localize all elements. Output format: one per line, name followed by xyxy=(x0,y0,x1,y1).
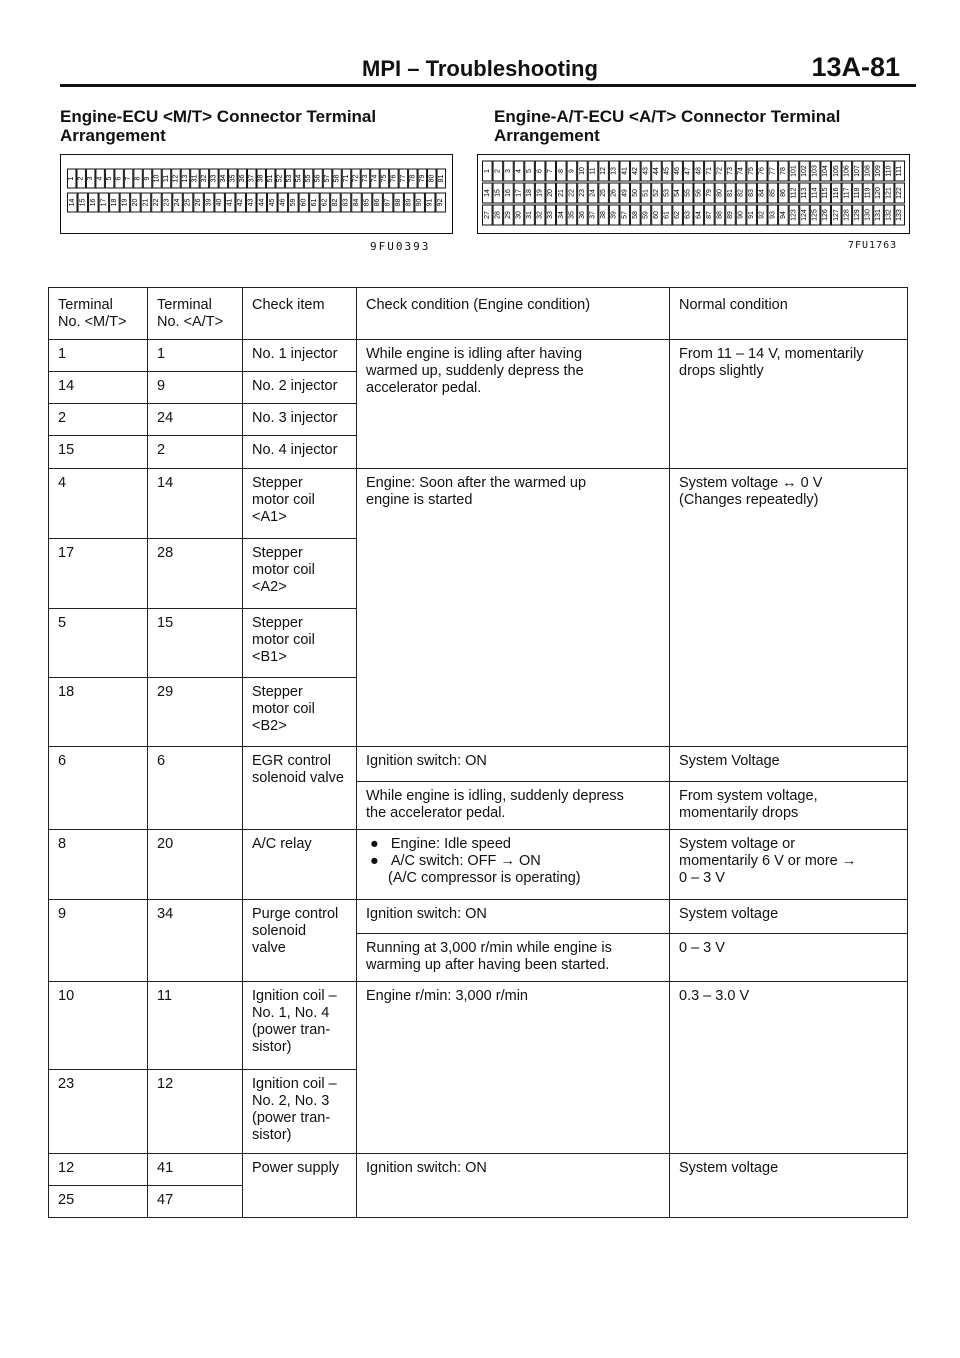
mt-pin-label: 32 xyxy=(200,174,208,183)
at-pin-label: 119 xyxy=(864,187,872,199)
at-pin-label: 14 xyxy=(483,189,491,197)
at-pin-label: 21 xyxy=(557,189,565,197)
at-pin-label: 54 xyxy=(674,189,682,197)
at-pin-label: 49 xyxy=(621,189,629,197)
at-pin-label: 59 xyxy=(642,211,650,219)
cell-mt: 25 xyxy=(49,1186,148,1218)
at-pin-label: 3 xyxy=(504,169,512,173)
mt-pin-label: 61 xyxy=(310,198,318,207)
mt-pin-label: 2 xyxy=(77,176,85,181)
table-row xyxy=(49,747,908,782)
cell-item: No. 2 injector xyxy=(243,372,357,404)
at-pin-label: 89 xyxy=(727,211,735,219)
at-pin-label: 35 xyxy=(568,211,576,219)
at-pin-label: 74 xyxy=(737,167,745,175)
at-pin-label: 45 xyxy=(663,167,671,175)
at-pin-label: 46 xyxy=(674,167,682,175)
at-pin-label: 44 xyxy=(652,167,660,175)
cell-mt: 6 xyxy=(49,747,148,830)
cell-at: 34 xyxy=(148,900,243,982)
cell-at: 41 xyxy=(148,1154,243,1186)
at-pin-label: 8 xyxy=(557,169,565,173)
at-title-line1: Engine-A/T-ECU <A/T> Connector Terminal xyxy=(494,107,841,126)
at-pin-label: 83 xyxy=(748,189,756,197)
mt-pin-label: 38 xyxy=(257,174,265,183)
cell-at: 1 xyxy=(148,340,243,372)
at-pin-label: 109 xyxy=(875,165,883,177)
at-pin-label: 23 xyxy=(578,189,586,197)
mt-pin-label: 88 xyxy=(395,198,403,207)
at-pin-label: 15 xyxy=(494,189,502,197)
bullet-icon: ● xyxy=(370,853,379,869)
at-pin-label: 51 xyxy=(642,189,650,197)
cell-at: 28 xyxy=(148,539,243,609)
mt-pin-label: 44 xyxy=(258,198,266,207)
at-pin-label: 117 xyxy=(843,187,851,199)
cell-item: Stepper motor coil <A2> xyxy=(243,539,357,609)
cell-condition: ● Engine: Idle speed ● A/C switch: OFF → ON (A/C compressor is operating) xyxy=(357,830,670,900)
mt-pin-label: 87 xyxy=(384,198,392,207)
at-pin-label: 76 xyxy=(758,167,766,175)
mt-pin-label: 10 xyxy=(153,174,161,183)
at-pin-label: 132 xyxy=(885,209,893,221)
at-pin-label: 103 xyxy=(811,165,819,177)
cell-at: 20 xyxy=(148,830,243,900)
mt-pin-label: 42 xyxy=(237,198,245,207)
at-pin-label: 72 xyxy=(716,167,724,175)
mt-pin-label: 55 xyxy=(305,174,313,183)
mt-pin-label: 23 xyxy=(163,198,171,207)
mt-pin-label: 31 xyxy=(191,174,199,183)
at-pin-label: 115 xyxy=(822,187,830,199)
cell-item: Power supply xyxy=(243,1154,357,1218)
table-row xyxy=(49,982,908,1070)
at-pin-label: 92 xyxy=(758,211,766,219)
at-pin-label: 34 xyxy=(557,211,565,219)
at-pin-label: 63 xyxy=(684,211,692,219)
cell-at: 15 xyxy=(148,609,243,678)
table-row xyxy=(49,340,908,372)
at-pin-label: 124 xyxy=(801,209,809,221)
mt-pin-label: 24 xyxy=(174,198,182,207)
mt-pin-label: 81 xyxy=(437,174,445,183)
mt-pin-label: 71 xyxy=(343,174,351,183)
cell-item: EGR control solenoid valve xyxy=(243,747,357,830)
at-pin-label: 126 xyxy=(822,209,830,221)
at-figure-code: 7FU1763 xyxy=(848,240,898,251)
cell-at: 24 xyxy=(148,404,243,436)
at-pin-label: 125 xyxy=(811,209,819,221)
at-pin-label: 91 xyxy=(748,211,756,219)
at-pin-label: 129 xyxy=(853,209,861,221)
at-pin-label: 123 xyxy=(790,209,798,221)
mt-pin-label: 25 xyxy=(184,198,192,207)
table-row xyxy=(49,900,908,934)
cell-normal: System Voltage xyxy=(670,747,908,782)
mt-pin-label: 6 xyxy=(115,176,123,181)
table-header-row xyxy=(49,288,908,340)
cell-item: Stepper motor coil <B1> xyxy=(243,609,357,678)
mt-pin-label: 80 xyxy=(428,174,436,183)
mt-pin-label: 73 xyxy=(361,174,369,183)
mt-pin-label: 26 xyxy=(195,198,203,207)
cell-at: 29 xyxy=(148,678,243,747)
mt-pin-label: 9 xyxy=(144,176,152,181)
mt-pin-label: 8 xyxy=(134,176,142,181)
at-pin-label: 75 xyxy=(748,167,756,175)
mt-pin-label: 53 xyxy=(286,174,294,183)
at-pin-label: 77 xyxy=(769,167,777,175)
mt-pin-label: 14 xyxy=(68,198,76,207)
at-pin-label: 19 xyxy=(536,189,544,197)
mt-pin-label: 17 xyxy=(100,198,108,207)
at-pin-label: 120 xyxy=(875,187,883,199)
cell-condition: Running at 3,000 r/min while engine is warming up after having been started. xyxy=(357,934,670,982)
terminal-check-table xyxy=(48,287,908,1218)
cell-mt: 17 xyxy=(49,539,148,609)
at-pin-label: 64 xyxy=(695,211,703,219)
at-pin-label: 10 xyxy=(578,167,586,175)
cell-mt: 1 xyxy=(49,340,148,372)
mt-pin-label: 11 xyxy=(162,174,170,183)
at-pin-label: 57 xyxy=(621,211,629,219)
cell-at: 14 xyxy=(148,469,243,539)
at-pin-label: 7 xyxy=(547,169,555,173)
cell-at: 2 xyxy=(148,436,243,469)
cell-item: No. 4 injector xyxy=(243,436,357,469)
at-pin-label: 37 xyxy=(589,211,597,219)
cell-normal: System voltage xyxy=(670,1154,908,1218)
cell-item: No. 1 injector xyxy=(243,340,357,372)
cell-at: 9 xyxy=(148,372,243,404)
mt-title-line1: Engine-ECU <M/T> Connector Terminal xyxy=(60,107,377,126)
at-pin-label: 84 xyxy=(758,189,766,197)
at-pin-label: 105 xyxy=(832,165,840,177)
mt-pin-label: 74 xyxy=(371,174,379,183)
at-pin-label: 127 xyxy=(832,209,840,221)
cell-condition: Ignition switch: ON xyxy=(357,747,670,782)
mt-pin-label: 33 xyxy=(210,174,218,183)
at-pin-label: 29 xyxy=(504,211,512,219)
at-pin-label: 55 xyxy=(684,189,692,197)
cell-at: 47 xyxy=(148,1186,243,1218)
at-pin-label: 4 xyxy=(515,169,523,173)
page-title: MPI – Troubleshooting xyxy=(362,56,598,81)
at-title-line2: Arrangement xyxy=(494,126,600,145)
at-pin-label: 82 xyxy=(737,189,745,197)
cell-item: Ignition coil – No. 2, No. 3 (power tran- sistor) xyxy=(243,1070,357,1154)
mt-pin-label: 22 xyxy=(152,198,160,207)
cell-normal: From 11 – 14 V, momentarily drops slightly xyxy=(670,340,908,469)
mt-pin-label: 45 xyxy=(268,198,276,207)
mt-pin-label: 58 xyxy=(333,174,341,183)
at-pin-label: 73 xyxy=(727,167,735,175)
table-row xyxy=(49,830,908,900)
at-pin-label: 22 xyxy=(568,189,576,197)
at-pin-label: 80 xyxy=(716,189,724,197)
cell-item: Purge control solenoid valve xyxy=(243,900,357,982)
at-pin-label: 47 xyxy=(684,167,692,175)
mt-pin-label: 13 xyxy=(181,174,189,183)
cell-item: No. 3 injector xyxy=(243,404,357,436)
at-pin-label: 36 xyxy=(578,211,586,219)
at-pin-label: 42 xyxy=(631,167,639,175)
mt-pin-label: 56 xyxy=(314,174,322,183)
at-pin-label: 86 xyxy=(779,189,787,197)
at-pin-label: 43 xyxy=(642,167,650,175)
mt-pin-label: 85 xyxy=(363,198,371,207)
mt-pin-label: 89 xyxy=(405,198,413,207)
mt-pin-label: 5 xyxy=(106,176,114,181)
at-pin-label: 93 xyxy=(769,211,777,219)
at-pin-label: 78 xyxy=(779,167,787,175)
at-pin-label: 17 xyxy=(515,189,523,197)
header-check-condition: Check condition (Engine condition) xyxy=(357,288,670,340)
cell-at: 6 xyxy=(148,747,243,830)
at-pin-label: 53 xyxy=(663,189,671,197)
cell-normal: 0.3 – 3.0 V xyxy=(670,982,908,1154)
at-pin-label: 27 xyxy=(483,211,491,219)
mt-pin-label: 46 xyxy=(279,198,287,207)
header-terminal-mt: Terminal No. <M/T> xyxy=(49,288,148,340)
mt-pin-label: 37 xyxy=(248,174,256,183)
at-pin-label: 9 xyxy=(568,169,576,173)
at-pin-label: 5 xyxy=(526,169,534,173)
at-pin-label: 20 xyxy=(547,189,555,197)
mt-pin-label: 36 xyxy=(238,174,246,183)
mt-pin-label: 1 xyxy=(68,176,76,181)
mt-pin-label: 72 xyxy=(352,174,360,183)
at-pin-label: 71 xyxy=(705,167,713,175)
at-pin-label: 61 xyxy=(663,211,671,219)
cell-mt: 10 xyxy=(49,982,148,1070)
at-pin-label: 116 xyxy=(832,187,840,199)
at-pin-label: 85 xyxy=(769,189,777,197)
mt-pin-label: 54 xyxy=(295,174,303,183)
header-rule xyxy=(60,84,916,87)
cell-at: 12 xyxy=(148,1070,243,1154)
at-pin-label: 48 xyxy=(695,167,703,175)
mt-pin-label: 20 xyxy=(131,198,139,207)
at-pin-label: 11 xyxy=(589,167,597,175)
at-pin-label: 62 xyxy=(674,211,682,219)
mt-figure-code: 9FU0393 xyxy=(370,240,431,253)
mt-connector-svg xyxy=(61,155,452,233)
cell-mt: 2 xyxy=(49,404,148,436)
at-pin-label: 18 xyxy=(526,189,534,197)
mt-pin-label: 91 xyxy=(426,198,434,207)
at-pin-label: 133 xyxy=(896,209,904,221)
at-section-title xyxy=(494,107,914,145)
mt-pin-label: 16 xyxy=(89,198,97,207)
cell-mt: 12 xyxy=(49,1154,148,1186)
page-number: 13A-81 xyxy=(811,52,900,82)
header-normal-condition: Normal condition xyxy=(670,288,908,340)
table-row xyxy=(49,1154,908,1186)
at-pin-label: 107 xyxy=(853,165,861,177)
mt-pin-label: 18 xyxy=(110,198,118,207)
at-pin-label: 108 xyxy=(864,165,872,177)
at-pin-label: 122 xyxy=(896,187,904,199)
cell-mt: 8 xyxy=(49,830,148,900)
at-pin-label: 6 xyxy=(536,169,544,173)
mt-pin-label: 12 xyxy=(172,174,180,183)
at-pin-label: 88 xyxy=(716,211,724,219)
at-pin-label: 2 xyxy=(494,169,502,173)
at-pin-label: 81 xyxy=(727,189,735,197)
at-pin-label: 121 xyxy=(885,187,893,199)
mt-pin-label: 92 xyxy=(437,198,445,207)
mt-connector-diagram xyxy=(60,154,453,234)
at-pin-label: 33 xyxy=(547,211,555,219)
cell-item: Stepper motor coil <B2> xyxy=(243,678,357,747)
header-terminal-at: Terminal No. <A/T> xyxy=(148,288,243,340)
at-pin-label: 32 xyxy=(536,211,544,219)
mt-pin-label: 59 xyxy=(289,198,297,207)
mt-pin-label: 76 xyxy=(390,174,398,183)
mt-pin-label: 4 xyxy=(96,176,104,181)
at-pin-label: 24 xyxy=(589,189,597,197)
at-pin-label: 39 xyxy=(610,211,618,219)
header-check-item: Check item xyxy=(243,288,357,340)
at-connector-diagram xyxy=(477,154,910,234)
at-pin-label: 1 xyxy=(483,169,491,173)
cell-condition: Ignition switch: ON xyxy=(357,900,670,934)
cell-condition: Engine r/min: 3,000 r/min xyxy=(357,982,670,1154)
at-pin-label: 58 xyxy=(631,211,639,219)
at-pin-label: 30 xyxy=(515,211,523,219)
cell-item: Ignition coil – No. 1, No. 4 (power tran- sistor) xyxy=(243,982,357,1070)
at-pin-label: 41 xyxy=(621,167,629,175)
at-pin-label: 87 xyxy=(705,211,713,219)
cell-normal: System voltage xyxy=(670,900,908,934)
at-pin-label: 12 xyxy=(600,167,608,175)
cell-mt: 23 xyxy=(49,1070,148,1154)
at-pin-label: 28 xyxy=(494,211,502,219)
at-pin-label: 104 xyxy=(822,165,830,177)
cell-condition: Ignition switch: ON xyxy=(357,1154,670,1218)
cell-mt: 9 xyxy=(49,900,148,982)
cell-normal: System voltage or momentarily 6 V or more → 0 – 3 V xyxy=(670,830,908,900)
mt-pin-label: 75 xyxy=(380,174,388,183)
bullet-icon: ● xyxy=(370,836,379,852)
mt-pin-label: 52 xyxy=(276,174,284,183)
at-pin-label: 56 xyxy=(695,189,703,197)
at-pin-label: 38 xyxy=(600,211,608,219)
mt-section-title xyxy=(60,107,440,145)
at-pin-label: 90 xyxy=(737,211,745,219)
cell-item: Stepper motor coil <A1> xyxy=(243,469,357,539)
at-pin-label: 16 xyxy=(504,189,512,197)
at-pin-label: 106 xyxy=(843,165,851,177)
mt-pin-label: 21 xyxy=(142,198,150,207)
at-pin-label: 128 xyxy=(843,209,851,221)
at-pin-label: 79 xyxy=(705,189,713,197)
at-pin-label: 114 xyxy=(811,187,819,199)
mt-pin-label: 19 xyxy=(121,198,129,207)
mt-pin-label: 79 xyxy=(418,174,426,183)
at-pin-label: 112 xyxy=(790,187,798,199)
cell-mt: 5 xyxy=(49,609,148,678)
mt-pin-label: 82 xyxy=(331,198,339,207)
mt-pin-label: 84 xyxy=(353,198,361,207)
at-pin-label: 130 xyxy=(864,209,872,221)
at-pin-label: 60 xyxy=(652,211,660,219)
at-pin-label: 13 xyxy=(610,167,618,175)
cell-normal: 0 – 3 V xyxy=(670,934,908,982)
at-pin-label: 31 xyxy=(526,211,534,219)
mt-pin-label: 39 xyxy=(205,198,213,207)
mt-pin-label: 57 xyxy=(324,174,332,183)
mt-title-line2: Arrangement xyxy=(60,126,166,145)
cell-mt: 4 xyxy=(49,469,148,539)
table-row xyxy=(49,469,908,539)
cell-condition: While engine is idling after having warmed up, suddenly depress the accelerator pedal. xyxy=(357,340,670,469)
at-pin-label: 118 xyxy=(853,187,861,199)
mt-pin-label: 78 xyxy=(409,174,417,183)
mt-pin-label: 15 xyxy=(79,198,87,207)
mt-pin-label: 62 xyxy=(321,198,329,207)
mt-pin-label: 43 xyxy=(247,198,255,207)
cell-normal: System voltage ↔ 0 V (Changes repeatedly) xyxy=(670,469,908,747)
mt-pin-label: 86 xyxy=(374,198,382,207)
at-pin-label: 26 xyxy=(610,189,618,197)
mt-pin-label: 90 xyxy=(416,198,424,207)
at-pin-label: 52 xyxy=(652,189,660,197)
at-pin-label: 111 xyxy=(896,165,904,177)
cell-condition: While engine is idling, suddenly depress the accelerator pedal. xyxy=(357,782,670,830)
at-connector-svg xyxy=(478,155,909,233)
cell-mt: 14 xyxy=(49,372,148,404)
at-pin-label: 110 xyxy=(885,165,893,177)
mt-pin-label: 35 xyxy=(229,174,237,183)
cell-at: 11 xyxy=(148,982,243,1070)
cell-mt: 15 xyxy=(49,436,148,469)
mt-pin-label: 51 xyxy=(267,174,275,183)
mt-pin-label: 41 xyxy=(226,198,234,207)
cell-item: A/C relay xyxy=(243,830,357,900)
at-pin-label: 101 xyxy=(790,165,798,177)
mt-pin-label: 83 xyxy=(342,198,350,207)
cell-condition: Engine: Soon after the warmed up engine is started xyxy=(357,469,670,747)
at-pin-label: 131 xyxy=(875,209,883,221)
cell-normal: From system voltage, momentarily drops xyxy=(670,782,908,830)
cell-mt: 18 xyxy=(49,678,148,747)
at-pin-label: 25 xyxy=(600,189,608,197)
mt-pin-label: 77 xyxy=(399,174,407,183)
mt-pin-label: 40 xyxy=(216,198,224,207)
at-pin-label: 102 xyxy=(801,165,809,177)
at-pin-label: 94 xyxy=(779,211,787,219)
mt-pin-label: 3 xyxy=(87,176,95,181)
at-pin-label: 50 xyxy=(631,189,639,197)
mt-pin-label: 34 xyxy=(219,174,227,183)
mt-pin-label: 60 xyxy=(300,198,308,207)
mt-pin-label: 7 xyxy=(125,176,133,181)
at-pin-label: 113 xyxy=(801,187,809,199)
